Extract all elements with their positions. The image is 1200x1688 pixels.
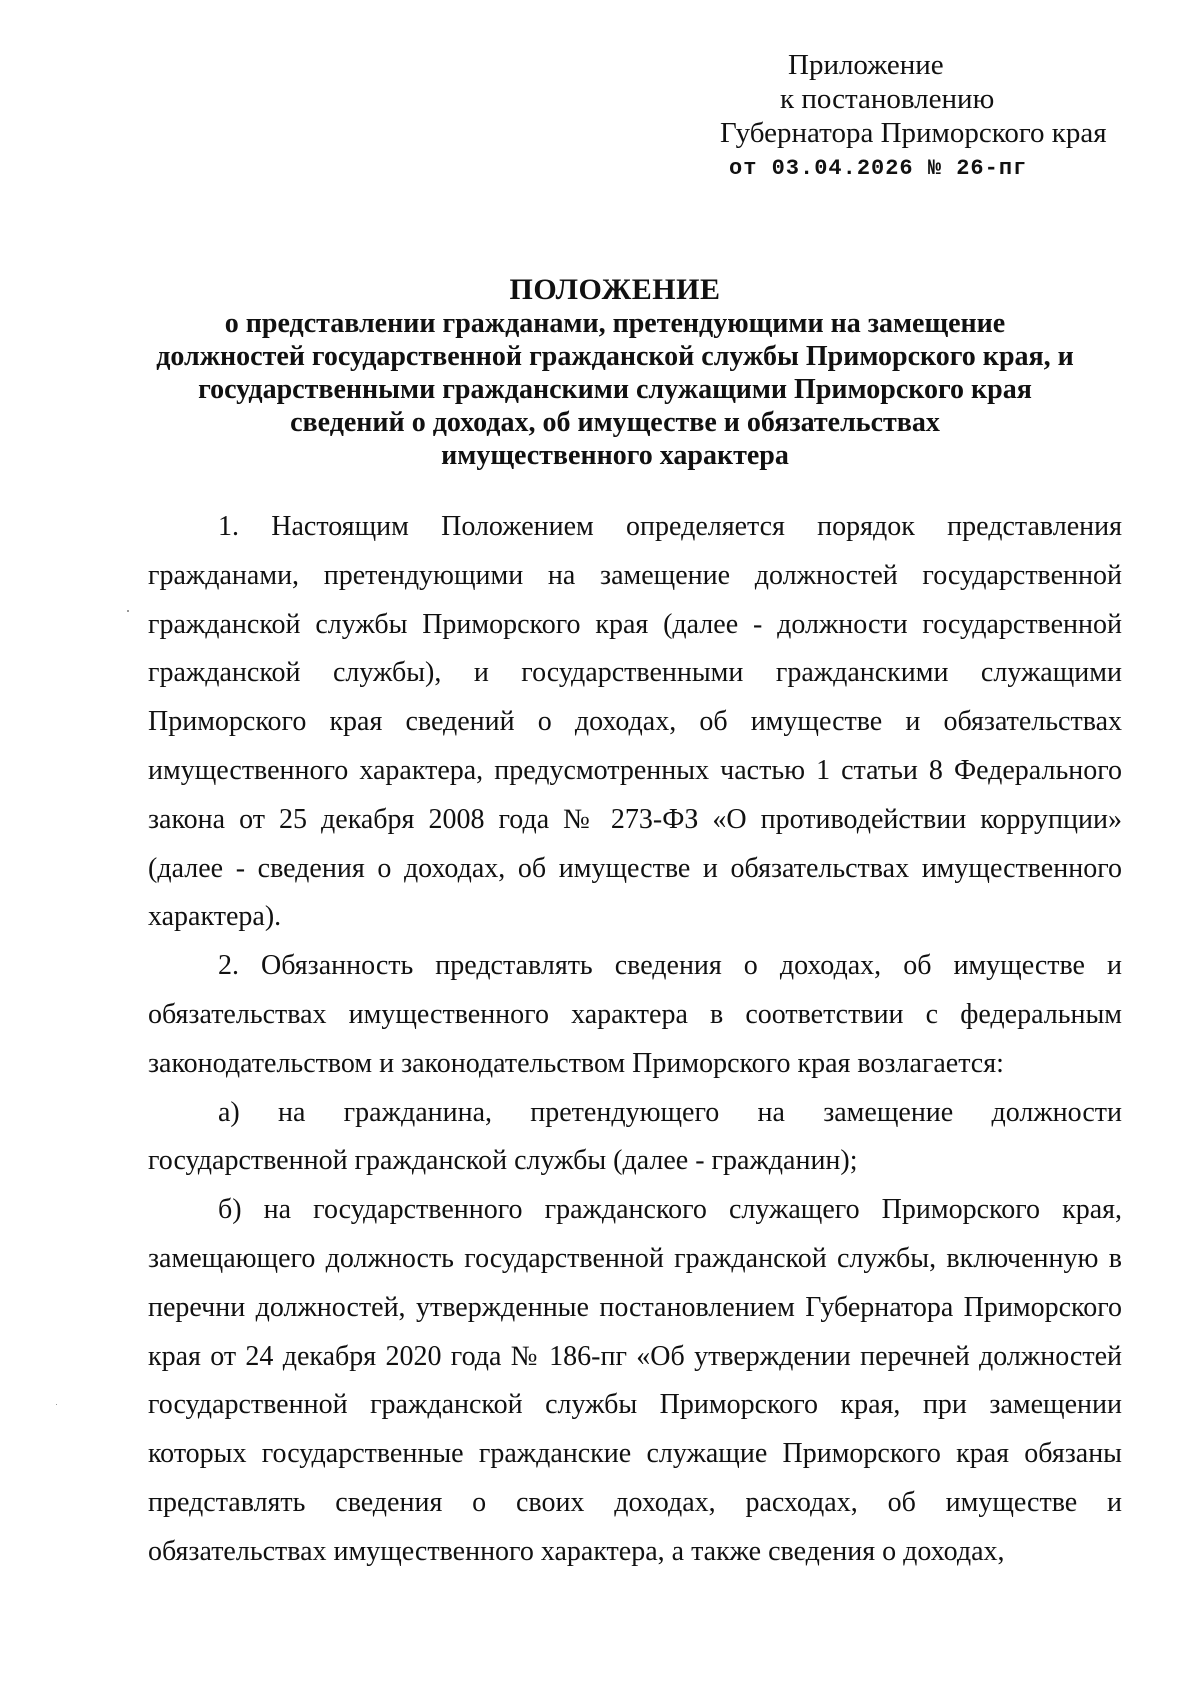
scan-speck bbox=[127, 610, 129, 612]
paragraph-2a: а) на гражданина, претендующего на замещение должности государственной гражданской службы (далее - гражданин); bbox=[148, 1096, 1122, 1177]
document-body bbox=[148, 503, 1122, 1577]
document-title: ПОЛОЖЕНИЕ bbox=[509, 273, 721, 306]
appendix-issuer: Губернатора Приморского края bbox=[720, 117, 1107, 149]
appendix-header bbox=[720, 48, 1140, 186]
appendix-label: Приложение bbox=[788, 49, 944, 81]
paragraph-1: 1. Настоящим Положением определяется порядок представления гражданами, претендующими на замещение должностей государственной гражданской службы Приморского края (далее - должности государственной гражданской службы), и государственными гражданскими служащими Приморского края сведений о доходах, об имуществе и обязательствах имущественного характера, предусмотренных частью 1 статьи 8 Федерального закона от 25 декабря 2008 года № 273-ФЗ «О противодействии коррупции» (далее - сведения о доходах, об имуществе и обязательствах имущественного характера). bbox=[148, 511, 1122, 933]
document-subtitle bbox=[120, 307, 1110, 472]
appendix-date-number: от 03.04.2026 № 26-пг bbox=[729, 156, 1028, 181]
subtitle-line: о представлении гражданами, претендующими на замещение bbox=[224, 308, 1006, 339]
subtitle-line: имущественного характера bbox=[441, 440, 789, 471]
appendix-to-resolution: к постановлению bbox=[780, 83, 995, 115]
subtitle-line: должностей государственной гражданской службы Приморского края, и bbox=[156, 341, 1074, 372]
subtitle-line: государственными гражданскими служащими Приморского края bbox=[198, 374, 1032, 405]
scan-speck bbox=[56, 1404, 57, 1405]
paragraph-2: 2. Обязанность представлять сведения о доходах, об имуществе и обязательствах имущественного характера в соответствии с федеральным законодательством и законодательством Приморского края возлагается: bbox=[148, 950, 1122, 1079]
document-title-block bbox=[120, 273, 1110, 472]
paragraph-2b: б) на государственного гражданского служащего Приморского края, замещающего должность государственной гражданской службы, включенную в перечни должностей, утвержденные постановлением Губернатора Приморского края от 24 декабря 2020 года № 186-пг «Об утверждении перечней должностей государственной гражданской службы Приморского края, при замещении которых государственные гражданские служащие Приморского края обязаны представлять сведения о своих доходах, расходах, об имуществе и обязательствах имущественного характера, а также сведения о доходах, bbox=[148, 1194, 1122, 1567]
subtitle-line: сведений о доходах, об имуществе и обязательствах bbox=[290, 407, 940, 438]
